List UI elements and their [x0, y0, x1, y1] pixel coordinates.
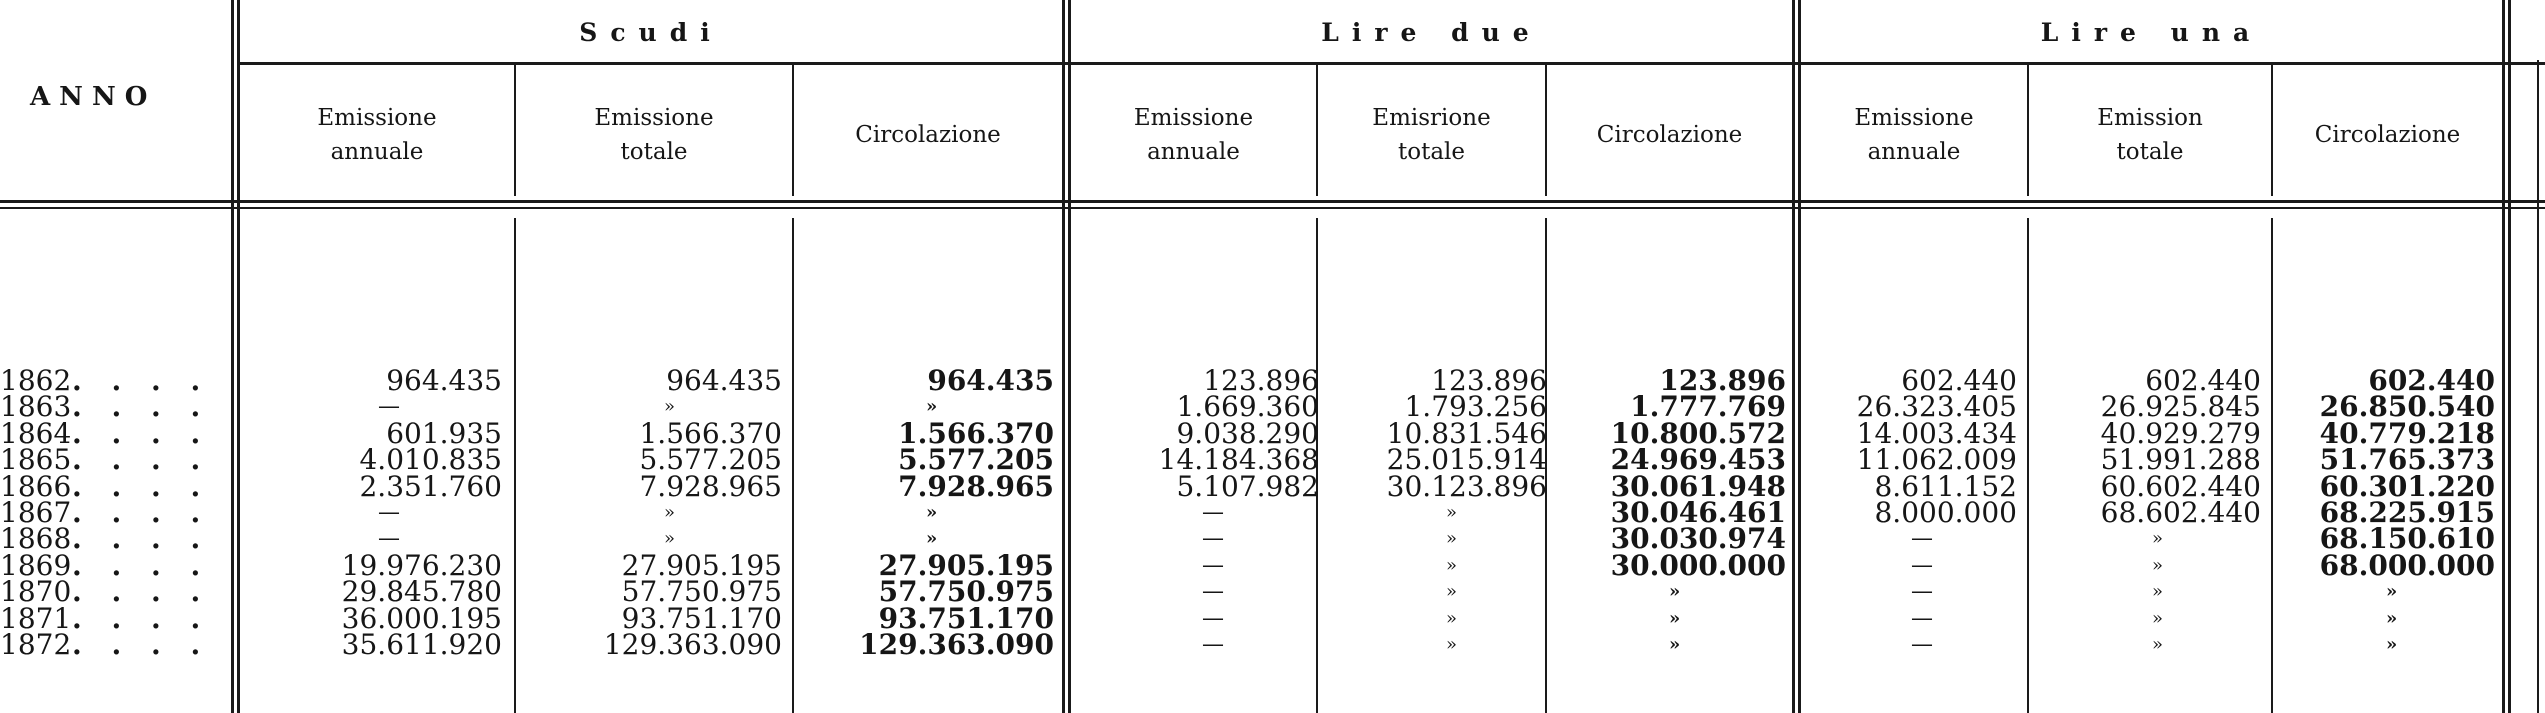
table-cell: 25.015.914	[1386, 443, 1547, 477]
table-cell: 40.779.218	[2319, 416, 2495, 450]
year-label: 1863	[0, 390, 72, 424]
year-label: 1868	[0, 522, 72, 556]
anno-header: ANNO	[30, 82, 157, 112]
table-cell: 30.000.000	[1610, 548, 1786, 582]
table-cell: 5.577.205	[898, 443, 1054, 477]
group-header-lire-una: Lire una	[2040, 17, 2263, 47]
table-cell: 7.928.965	[898, 469, 1054, 503]
table-cell: »	[2152, 633, 2164, 655]
table-cell: »	[2152, 554, 2164, 576]
table-cell: 68.602.440	[2100, 495, 2261, 529]
table-cell: »	[2386, 633, 2398, 655]
table-cell: »	[1446, 528, 1458, 550]
column-lire-una-emissione-totale	[2033, 364, 2261, 658]
year-label: 1870	[0, 575, 72, 609]
year-leader-dots: . . . .	[72, 390, 211, 424]
table-cell: 51.765.373	[2319, 443, 2495, 477]
table-cell: —	[1202, 526, 1224, 552]
group-header-scudi: Scudi	[579, 17, 723, 47]
column-lire-una-circolazione	[2277, 364, 2495, 658]
table-cell: 9.038.290	[1176, 416, 1319, 450]
table-cell: —	[1202, 579, 1224, 605]
year-leader-dots: . . . .	[72, 495, 211, 529]
header-bottom-rule-inner	[0, 207, 2545, 209]
table-cell: 30.061.948	[1610, 469, 1786, 503]
table-cell: 601.935	[386, 416, 502, 450]
table-cell: 26.323.405	[1856, 390, 2017, 424]
table-cell: »	[1446, 581, 1458, 603]
table-cell: —	[1202, 631, 1224, 657]
year-leader-dots: . . . .	[72, 601, 211, 635]
subheader-lire-due-emissione-annuale: Emissione annuale	[1133, 105, 1254, 165]
table-cell: »	[1446, 607, 1458, 629]
year-label: 1865	[0, 443, 72, 477]
table-cell: 60.602.440	[2100, 469, 2261, 503]
table-cell: 40.929.279	[2100, 416, 2261, 450]
year-label: 1864	[0, 416, 72, 450]
table-cell: »	[926, 501, 938, 523]
table-cell: 68.000.000	[2319, 548, 2495, 582]
table-cell: 1.777.769	[1630, 390, 1786, 424]
table-cell: »	[664, 396, 676, 418]
year-leader-dots: . . . .	[72, 575, 211, 609]
anno-column-divider	[231, 0, 240, 713]
table-cell: »	[2152, 581, 2164, 603]
table-cell: 19.976.230	[341, 548, 502, 582]
year-label: 1866	[0, 469, 72, 503]
table-cell: —	[1202, 499, 1224, 525]
year-leader-dots: . . . .	[72, 522, 211, 556]
table-cell: 26.850.540	[2319, 390, 2495, 424]
table-cell: 57.750.975	[878, 575, 1054, 609]
table-cell: 30.123.896	[1386, 469, 1547, 503]
table-cell: 964.435	[927, 364, 1054, 397]
lire-una-group-divider	[2502, 0, 2511, 713]
divider	[2537, 60, 2539, 713]
table-cell: 51.991.288	[2100, 443, 2261, 477]
table-cell: 60.301.220	[2319, 469, 2495, 503]
subheader-lire-una-circolazione: Circolazione	[2314, 122, 2461, 148]
table-cell: 4.010.835	[359, 443, 502, 477]
table-cell: 964.435	[666, 364, 782, 397]
header-bottom-rule	[0, 200, 2545, 203]
table-cell: 1.566.370	[639, 416, 782, 450]
table-cell: 68.225.915	[2319, 495, 2495, 529]
table-cell: »	[1669, 581, 1681, 603]
divider	[514, 218, 516, 713]
table-cell: —	[1911, 631, 1933, 657]
subheader-lire-una-emissione-totale: Emission totale	[2097, 105, 2203, 165]
subheader-lire-due-emissione-totale: Emisrione totale	[1372, 105, 1491, 165]
table-cell: 11.062.009	[1856, 443, 2017, 477]
year-row	[0, 627, 230, 661]
table-cell: 35.611.920	[341, 627, 502, 661]
year-leader-dots: . . . .	[72, 627, 211, 661]
table-cell: »	[1446, 633, 1458, 655]
table-cell: 10.800.572	[1610, 416, 1786, 450]
table-cell: 602.440	[2145, 364, 2261, 397]
table-cell: 30.046.461	[1610, 495, 1786, 529]
table-cell: 93.751.170	[621, 601, 782, 635]
table-cell: »	[1446, 554, 1458, 576]
table-cell: —	[1911, 605, 1933, 631]
table-cell: —	[1911, 579, 1933, 605]
year-label: 1862	[0, 364, 72, 397]
table-cell: 123.896	[1431, 364, 1547, 397]
table-cell: —	[378, 526, 400, 552]
year-label: 1867	[0, 495, 72, 529]
table-cell: 1.793.256	[1404, 390, 1547, 424]
year-label: 1871	[0, 601, 72, 635]
column-lire-una-emissione-annuale	[1805, 364, 2017, 658]
table-cell: 8.000.000	[1874, 495, 2017, 529]
table-cell: 68.150.610	[2319, 522, 2495, 556]
subheader-scudi-emissione-annuale: Emissione annuale	[317, 105, 437, 165]
year-leader-dots: . . . .	[72, 548, 211, 582]
table-cell: »	[1446, 501, 1458, 523]
table-cell: —	[1911, 526, 1933, 552]
table-cell: »	[2386, 581, 2398, 603]
table-cell: 7.928.965	[639, 469, 782, 503]
table-cell: 14.184.368	[1158, 443, 1319, 477]
table-cell: 29.845.780	[341, 575, 502, 609]
year-label: 1872	[0, 627, 72, 661]
table-cell: »	[1669, 633, 1681, 655]
divider	[792, 218, 794, 713]
year-leader-dots: . . . .	[72, 416, 211, 450]
year-label: 1869	[0, 548, 72, 582]
year-column	[0, 364, 230, 661]
table-cell: 5.107.982	[1176, 469, 1319, 503]
table-cell: »	[1669, 607, 1681, 629]
group-header-lire-due: Lire due	[1321, 17, 1542, 47]
table-cell: 2.351.760	[359, 469, 502, 503]
table-cell: »	[926, 528, 938, 550]
table-cell: »	[664, 501, 676, 523]
table-cell: —	[1202, 552, 1224, 578]
table-cell: 30.030.974	[1610, 522, 1786, 556]
table-cell: 10.831.546	[1386, 416, 1547, 450]
column-scudi-emissione-totale	[520, 364, 782, 661]
column-scudi-circolazione	[798, 364, 1054, 661]
table-cell: —	[1911, 552, 1933, 578]
table-cell: 129.363.090	[603, 627, 782, 661]
scudi-group-divider	[1062, 0, 1071, 713]
divider	[2271, 218, 2273, 713]
table-cell: »	[926, 396, 938, 418]
column-lire-due-emissione-annuale	[1075, 364, 1319, 658]
table-cell: »	[664, 528, 676, 550]
table-cell: —	[378, 394, 400, 420]
table-cell: —	[1202, 605, 1224, 631]
table-cell: 602.440	[2368, 364, 2495, 397]
column-scudi-emissione-annuale	[244, 364, 502, 661]
table-cell: 93.751.170	[878, 601, 1054, 635]
table-cell: »	[2152, 607, 2164, 629]
table-cell: 14.003.434	[1856, 416, 2017, 450]
table-cell: 123.896	[1203, 364, 1319, 397]
year-leader-dots: . . . .	[72, 443, 211, 477]
table-cell: 964.435	[386, 364, 502, 397]
table-cell: 602.440	[1901, 364, 2017, 397]
table-cell: 1.566.370	[898, 416, 1054, 450]
table-cell: 36.000.195	[341, 601, 502, 635]
table-cell: 24.969.453	[1610, 443, 1786, 477]
table-cell: 1.669.360	[1176, 390, 1319, 424]
table-cell: 27.905.195	[878, 548, 1054, 582]
table-cell: 129.363.090	[859, 627, 1054, 661]
divider	[2027, 218, 2029, 713]
subheader-lire-una-emissione-annuale: Emissione annuale	[1854, 105, 1974, 165]
column-lire-due-emissione-totale	[1322, 364, 1547, 658]
subheader-scudi-circolazione: Circolazione	[855, 122, 1001, 148]
table-cell: 5.577.205	[639, 443, 782, 477]
year-leader-dots: . . . .	[72, 364, 211, 397]
table-cell: 57.750.975	[621, 575, 782, 609]
year-leader-dots: . . . .	[72, 469, 211, 503]
table-cell: »	[2386, 607, 2398, 629]
table-cell: 8.611.152	[1874, 469, 2017, 503]
table-cell: 26.925.845	[2100, 390, 2261, 424]
subheader-lire-due-circolazione: Circolazione	[1596, 122, 1743, 148]
table-cell: »	[2152, 528, 2164, 550]
table-cell: 123.896	[1659, 364, 1786, 397]
lire-due-group-divider	[1792, 0, 1801, 713]
table-cell: —	[378, 499, 400, 525]
subheader-scudi-emissione-totale: Emissione totale	[594, 105, 714, 165]
table-cell: 27.905.195	[621, 548, 782, 582]
column-lire-due-circolazione	[1551, 364, 1786, 658]
